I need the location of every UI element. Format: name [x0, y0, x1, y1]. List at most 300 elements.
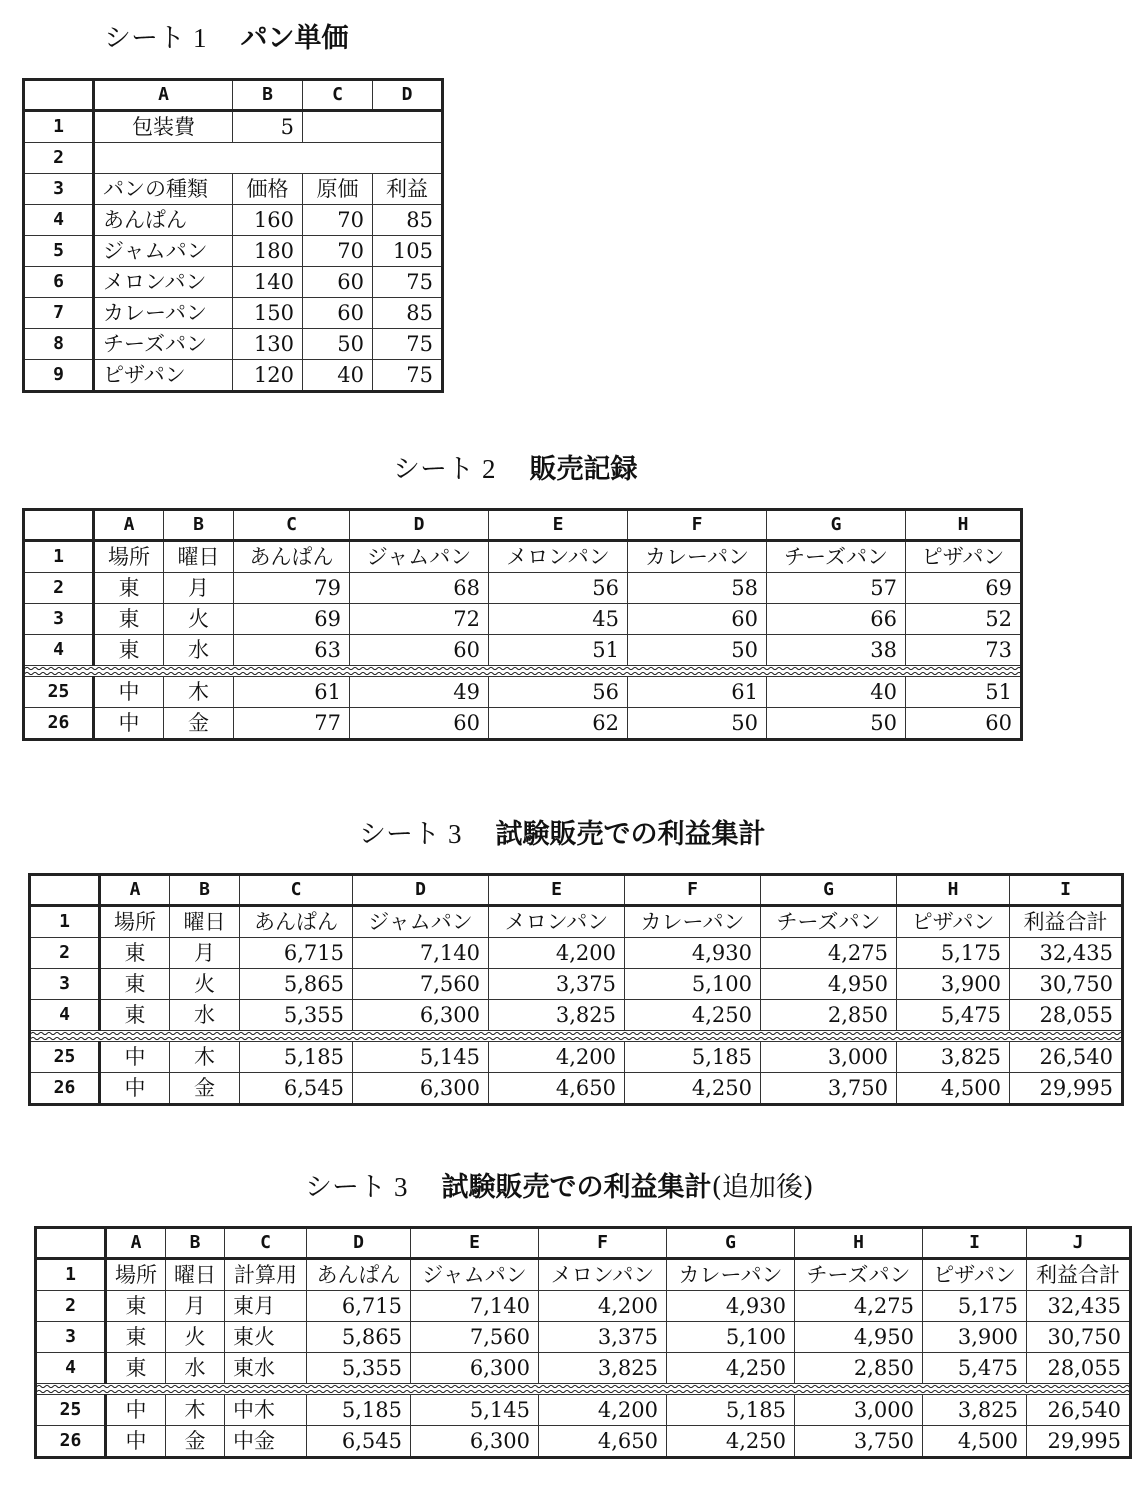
data-cell: 3,825	[539, 1353, 667, 1384]
row-number: 9	[24, 360, 94, 392]
data-cell: 東	[94, 635, 164, 666]
sheet3-col-header: D	[353, 875, 489, 906]
header-cell: 場所	[100, 906, 170, 938]
data-cell: 28,055	[1010, 1000, 1123, 1031]
data-cell: 5,865	[307, 1322, 411, 1353]
data-cell: 7,560	[353, 969, 489, 1000]
header-cell: ピザパン	[906, 541, 1022, 573]
sheet4-title	[305, 1165, 814, 1204]
row-break	[36, 1384, 1131, 1395]
data-cell: 4,950	[795, 1322, 923, 1353]
data-cell: 火	[164, 604, 234, 635]
wave-line	[37, 1390, 1129, 1392]
sheet1-col-header: C	[303, 80, 373, 111]
data-cell: 5,100	[625, 969, 761, 1000]
data-cell: 4,200	[489, 1042, 625, 1073]
data-cell: 東	[100, 969, 170, 1000]
data-cell: 63	[234, 635, 350, 666]
sheet1-col-header: D	[373, 80, 443, 111]
data-cell: 3,825	[923, 1395, 1027, 1426]
data-cell: 3,000	[761, 1042, 897, 1073]
packaging-label: 包装費	[94, 111, 233, 143]
row-number: 2	[36, 1291, 106, 1322]
header-cell: 原価	[303, 174, 373, 205]
sheet3-row	[30, 906, 1123, 938]
value-cell: 150	[233, 298, 303, 329]
sheet2-row	[24, 604, 1022, 635]
header-cell: チーズパン	[767, 541, 906, 573]
sheet2-col-header: E	[489, 510, 628, 541]
sheet4-col-header: B	[166, 1228, 225, 1259]
sheet2-row	[24, 635, 1022, 666]
row-number: 2	[30, 938, 100, 969]
sheet4-col-header: D	[307, 1228, 411, 1259]
row-number: 26	[24, 708, 94, 740]
data-cell: 木	[170, 1042, 240, 1073]
data-cell: 5,475	[897, 1000, 1010, 1031]
data-cell: 51	[489, 635, 628, 666]
row-number: 2	[24, 143, 94, 174]
data-cell: 4,250	[667, 1353, 795, 1384]
data-cell: 29,995	[1027, 1426, 1131, 1458]
row-number: 7	[24, 298, 94, 329]
sheet4-title-suffix: (追加後)	[711, 1172, 814, 1203]
data-cell: 2,850	[795, 1353, 923, 1384]
row-number: 25	[24, 677, 94, 708]
sheet1-column-header-row	[24, 80, 443, 111]
empty-cell	[94, 143, 443, 174]
header-cell: チーズパン	[795, 1259, 923, 1291]
sheet1-title-prefix: シート	[104, 23, 185, 54]
sheet4-col-header: F	[539, 1228, 667, 1259]
row-number: 4	[30, 1000, 100, 1031]
row-break	[30, 1031, 1123, 1042]
data-cell: 51	[906, 677, 1022, 708]
break-wave	[25, 666, 1020, 676]
data-cell: 東水	[225, 1353, 307, 1384]
sheet4-col-header: G	[667, 1228, 795, 1259]
sheet2-col-header: G	[767, 510, 906, 541]
sheet1-title-name: パン単価	[240, 23, 349, 54]
sheet4-row	[36, 1291, 1131, 1322]
sheet2-title-name: 販売記録	[529, 454, 638, 485]
row-number: 3	[30, 969, 100, 1000]
header-cell: 利益合計	[1010, 906, 1123, 938]
wave-line	[31, 1032, 1121, 1034]
sheet1-row	[24, 329, 443, 360]
sheet2-row	[24, 677, 1022, 708]
sheet1-row	[24, 236, 443, 267]
data-cell: 6,300	[353, 1073, 489, 1105]
value-cell: 70	[303, 236, 373, 267]
header-cell: ピザパン	[923, 1259, 1027, 1291]
data-cell: 木	[166, 1395, 225, 1426]
bread-name-cell: あんぱん	[94, 205, 233, 236]
data-cell: 72	[350, 604, 489, 635]
data-cell: 5,355	[307, 1353, 411, 1384]
sheet1-row	[24, 174, 443, 205]
sheet4-table	[34, 1226, 1132, 1459]
data-cell: 57	[767, 573, 906, 604]
data-cell: 5,355	[240, 1000, 353, 1031]
data-cell: 30,750	[1010, 969, 1123, 1000]
header-cell: あんぱん	[307, 1259, 411, 1291]
sheet3-column-header-row	[30, 875, 1123, 906]
data-cell: 東火	[225, 1322, 307, 1353]
row-break-cell	[30, 1031, 1123, 1042]
header-cell: カレーパン	[628, 541, 767, 573]
sheet3-row	[30, 969, 1123, 1000]
row-break-cell	[36, 1384, 1131, 1395]
data-cell: 5,865	[240, 969, 353, 1000]
sheet3-row	[30, 1000, 1123, 1031]
header-cell: メロンパン	[539, 1259, 667, 1291]
data-cell: 7,140	[411, 1291, 539, 1322]
data-cell: 水	[166, 1353, 225, 1384]
row-number: 25	[30, 1042, 100, 1073]
data-cell: 金	[170, 1073, 240, 1105]
sheet3-col-header: B	[170, 875, 240, 906]
data-cell: 40	[767, 677, 906, 708]
row-number: 2	[24, 573, 94, 604]
data-cell: 東	[106, 1291, 166, 1322]
sheet1-col-header: B	[233, 80, 303, 111]
data-cell: 月	[166, 1291, 225, 1322]
sheet4-col-header: A	[106, 1228, 166, 1259]
row-number: 4	[24, 635, 94, 666]
data-cell: 木	[164, 677, 234, 708]
data-cell: 水	[164, 635, 234, 666]
row-number: 3	[36, 1322, 106, 1353]
sheet4-row	[36, 1353, 1131, 1384]
wave-line	[31, 1037, 1121, 1039]
value-cell: 120	[233, 360, 303, 392]
sheet2-row	[24, 573, 1022, 604]
sheet2-col-header: F	[628, 510, 767, 541]
row-number: 25	[36, 1395, 106, 1426]
sheet3-col-header: E	[489, 875, 625, 906]
data-cell: 32,435	[1027, 1291, 1131, 1322]
data-cell: 4,250	[667, 1426, 795, 1458]
value-cell: 70	[303, 205, 373, 236]
data-cell: 3,900	[923, 1322, 1027, 1353]
header-cell: メロンパン	[489, 541, 628, 573]
sheet4-title-prefix: シート	[305, 1172, 386, 1203]
data-cell: 68	[350, 573, 489, 604]
sheet3-title-prefix: シート	[359, 819, 440, 850]
header-cell: カレーパン	[667, 1259, 795, 1291]
data-cell: 中木	[225, 1395, 307, 1426]
header-cell: パンの種類	[94, 174, 233, 205]
data-cell: 69	[234, 604, 350, 635]
sheet3-col-header: F	[625, 875, 761, 906]
data-cell: 中	[100, 1073, 170, 1105]
data-cell: 4,275	[795, 1291, 923, 1322]
value-cell: 180	[233, 236, 303, 267]
data-cell: 5,100	[667, 1322, 795, 1353]
header-cell: カレーパン	[625, 906, 761, 938]
sheet3-col-header: A	[100, 875, 170, 906]
wave-line	[25, 672, 1020, 674]
header-cell: チーズパン	[761, 906, 897, 938]
sheet2-col-header: C	[234, 510, 350, 541]
sheet2-row	[24, 708, 1022, 740]
data-cell: 4,250	[625, 1073, 761, 1105]
sheet3-title	[359, 812, 766, 851]
sheet2-title	[393, 447, 638, 486]
data-cell: 50	[767, 708, 906, 740]
row-number: 6	[24, 267, 94, 298]
data-cell: 56	[489, 677, 628, 708]
row-number: 4	[24, 205, 94, 236]
data-cell: 東	[106, 1322, 166, 1353]
data-cell: 26,540	[1027, 1395, 1131, 1426]
sheet3-title-number: 3	[448, 819, 462, 849]
value-cell: 130	[233, 329, 303, 360]
sheet1-title-number: 1	[193, 23, 207, 53]
row-break-cell	[24, 666, 1022, 677]
data-cell: 28,055	[1027, 1353, 1131, 1384]
sheet4-col-header: J	[1027, 1228, 1131, 1259]
data-cell: 5,175	[923, 1291, 1027, 1322]
data-cell: 東月	[225, 1291, 307, 1322]
data-cell: 50	[628, 708, 767, 740]
header-cell: あんぱん	[240, 906, 353, 938]
row-number: 1	[30, 906, 100, 938]
data-cell: 東	[94, 573, 164, 604]
data-cell: 5,185	[667, 1395, 795, 1426]
data-cell: 3,825	[897, 1042, 1010, 1073]
value-cell: 40	[303, 360, 373, 392]
header-cell: 計算用	[225, 1259, 307, 1291]
sheet3-title-name: 試験販売での利益集計	[495, 819, 766, 850]
header-cell: 曜日	[166, 1259, 225, 1291]
sheet3-row	[30, 1042, 1123, 1073]
sheet4-col-header: H	[795, 1228, 923, 1259]
sheet2-corner	[24, 510, 94, 541]
data-cell: 77	[234, 708, 350, 740]
sheet3-col-header: G	[761, 875, 897, 906]
data-cell: 38	[767, 635, 906, 666]
value-cell: 140	[233, 267, 303, 298]
header-cell: ピザパン	[897, 906, 1010, 938]
sheet2-col-header: D	[350, 510, 489, 541]
data-cell: 4,200	[539, 1395, 667, 1426]
sheet4-col-header: C	[225, 1228, 307, 1259]
value-cell: 60	[303, 298, 373, 329]
data-cell: 5,475	[923, 1353, 1027, 1384]
header-cell: ジャムパン	[353, 906, 489, 938]
header-cell: 曜日	[170, 906, 240, 938]
data-cell: 58	[628, 573, 767, 604]
value-cell: 75	[373, 267, 443, 298]
sheet2-table	[22, 508, 1023, 741]
data-cell: 3,825	[489, 1000, 625, 1031]
sheet3-corner	[30, 875, 100, 906]
sheet4-col-header: E	[411, 1228, 539, 1259]
data-cell: 60	[350, 708, 489, 740]
value-cell: 60	[303, 267, 373, 298]
sheet3-row	[30, 938, 1123, 969]
data-cell: 4,200	[489, 938, 625, 969]
row-number: 5	[24, 236, 94, 267]
data-cell: 3,750	[795, 1426, 923, 1458]
data-cell: 49	[350, 677, 489, 708]
wave-line	[37, 1385, 1129, 1387]
header-cell: メロンパン	[489, 906, 625, 938]
data-cell: 東	[100, 1000, 170, 1031]
sheet4-row	[36, 1259, 1131, 1291]
data-cell: 26,540	[1010, 1042, 1123, 1073]
data-cell: 中	[100, 1042, 170, 1073]
data-cell: 5,145	[411, 1395, 539, 1426]
data-cell: 火	[166, 1322, 225, 1353]
header-cell: 利益合計	[1027, 1259, 1131, 1291]
row-number: 8	[24, 329, 94, 360]
sheet2-col-header: H	[906, 510, 1022, 541]
row-number: 4	[36, 1353, 106, 1384]
sheet1-row	[24, 360, 443, 392]
sheet4-row	[36, 1395, 1131, 1426]
data-cell: 4,500	[897, 1073, 1010, 1105]
sheet1-table	[22, 78, 444, 393]
header-cell: ジャムパン	[411, 1259, 539, 1291]
data-cell: 中	[94, 708, 164, 740]
data-cell: 32,435	[1010, 938, 1123, 969]
sheet4-corner	[36, 1228, 106, 1259]
sheet3-row	[30, 1073, 1123, 1105]
data-cell: 5,185	[307, 1395, 411, 1426]
sheet3-table	[28, 873, 1124, 1106]
data-cell: 61	[234, 677, 350, 708]
empty-cell	[303, 111, 443, 143]
data-cell: 4,275	[761, 938, 897, 969]
data-cell: 60	[628, 604, 767, 635]
data-cell: 火	[170, 969, 240, 1000]
data-cell: 金	[166, 1426, 225, 1458]
sheet4-column-header-row	[36, 1228, 1131, 1259]
data-cell: 中金	[225, 1426, 307, 1458]
header-cell: 場所	[106, 1259, 166, 1291]
value-cell: 85	[373, 298, 443, 329]
row-number: 26	[30, 1073, 100, 1105]
data-cell: 4,930	[667, 1291, 795, 1322]
value-cell: 85	[373, 205, 443, 236]
sheet1-row	[24, 298, 443, 329]
data-cell: 5,175	[897, 938, 1010, 969]
sheet1-col-header: A	[94, 80, 233, 111]
row-number: 3	[24, 604, 94, 635]
data-cell: 6,545	[307, 1426, 411, 1458]
data-cell: 62	[489, 708, 628, 740]
data-cell: 60	[906, 708, 1022, 740]
bread-name-cell: ジャムパン	[94, 236, 233, 267]
packaging-value: 5	[233, 111, 303, 143]
value-cell: 50	[303, 329, 373, 360]
sheet1-title	[104, 16, 349, 55]
sheet2-col-header: B	[164, 510, 234, 541]
bread-name-cell: チーズパン	[94, 329, 233, 360]
header-cell: ジャムパン	[350, 541, 489, 573]
sheet4-col-header: I	[923, 1228, 1027, 1259]
sheet3-col-header: H	[897, 875, 1010, 906]
data-cell: 4,650	[539, 1426, 667, 1458]
data-cell: 4,500	[923, 1426, 1027, 1458]
data-cell: 30,750	[1027, 1322, 1131, 1353]
data-cell: 73	[906, 635, 1022, 666]
sheet4-row	[36, 1426, 1131, 1458]
header-cell: あんぱん	[234, 541, 350, 573]
bread-name-cell: メロンパン	[94, 267, 233, 298]
header-cell: 価格	[233, 174, 303, 205]
data-cell: 中	[106, 1426, 166, 1458]
data-cell: 中	[94, 677, 164, 708]
data-cell: 61	[628, 677, 767, 708]
data-cell: 5,185	[240, 1042, 353, 1073]
value-cell: 75	[373, 329, 443, 360]
sheet2-title-number: 2	[482, 454, 496, 484]
data-cell: 6,300	[411, 1426, 539, 1458]
header-cell: 曜日	[164, 541, 234, 573]
row-number: 26	[36, 1426, 106, 1458]
data-cell: 7,560	[411, 1322, 539, 1353]
data-cell: 5,145	[353, 1042, 489, 1073]
row-break	[24, 666, 1022, 677]
data-cell: 6,300	[411, 1353, 539, 1384]
sheet4-row	[36, 1322, 1131, 1353]
data-cell: 45	[489, 604, 628, 635]
data-cell: 東	[100, 938, 170, 969]
data-cell: 52	[906, 604, 1022, 635]
sheet1-row	[24, 205, 443, 236]
data-cell: 4,930	[625, 938, 761, 969]
sheet2-title-prefix: シート	[393, 454, 474, 485]
data-cell: 4,250	[625, 1000, 761, 1031]
sheet3-col-header: I	[1010, 875, 1123, 906]
row-number: 1	[36, 1259, 106, 1291]
data-cell: 79	[234, 573, 350, 604]
data-cell: 3,750	[761, 1073, 897, 1105]
value-cell: 105	[373, 236, 443, 267]
data-cell: 月	[170, 938, 240, 969]
data-cell: 6,715	[240, 938, 353, 969]
sheet1-row	[24, 143, 443, 174]
sheet1-row	[24, 111, 443, 143]
data-cell: 3,000	[795, 1395, 923, 1426]
sheet1-corner	[24, 80, 94, 111]
data-cell: 金	[164, 708, 234, 740]
value-cell: 160	[233, 205, 303, 236]
sheet2-col-header: A	[94, 510, 164, 541]
data-cell: 6,300	[353, 1000, 489, 1031]
data-cell: 3,375	[539, 1322, 667, 1353]
row-number: 1	[24, 111, 94, 143]
data-cell: 7,140	[353, 938, 489, 969]
data-cell: 月	[164, 573, 234, 604]
data-cell: 東	[94, 604, 164, 635]
row-number: 1	[24, 541, 94, 573]
bread-name-cell: ピザパン	[94, 360, 233, 392]
bread-name-cell: カレーパン	[94, 298, 233, 329]
sheet4-title-number: 3	[394, 1172, 408, 1202]
data-cell: 6,715	[307, 1291, 411, 1322]
data-cell: 60	[350, 635, 489, 666]
data-cell: 4,950	[761, 969, 897, 1000]
data-cell: 4,200	[539, 1291, 667, 1322]
data-cell: 56	[489, 573, 628, 604]
data-cell: 東	[106, 1353, 166, 1384]
break-wave	[31, 1031, 1121, 1041]
